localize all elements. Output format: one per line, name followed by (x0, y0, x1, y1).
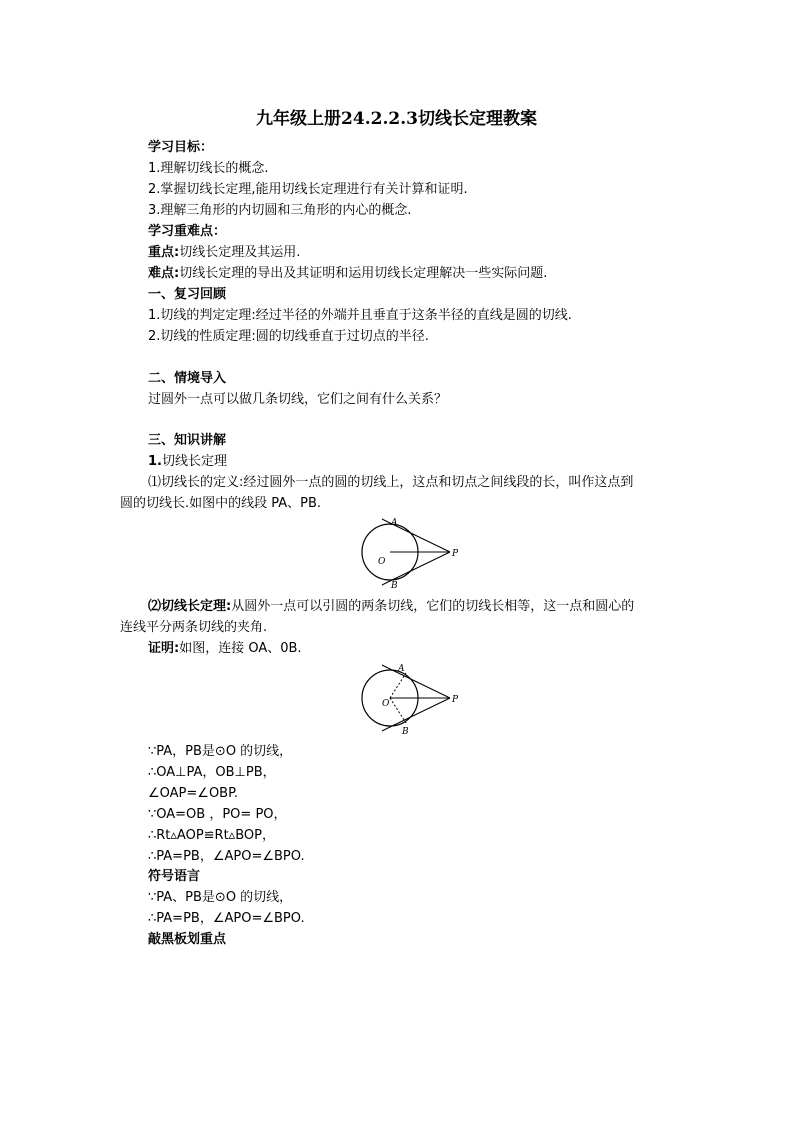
theorem-label: ⑵切线长定理: (148, 599, 232, 614)
difficulty-label: 难点: (148, 266, 180, 281)
theorem-line (148, 597, 634, 617)
definition-line: 圆的切线长.如图中的线段 PA、PB. (120, 496, 322, 511)
proof-step: ∵PA，PB是⊙O 的切线， (148, 744, 293, 759)
label-o: O (378, 557, 386, 567)
label-p: P (452, 695, 459, 705)
proof-step: ∴Rt▵AOP≌Rt▵BOP， (148, 828, 275, 843)
tangent-extension (382, 582, 388, 585)
review-item: 2.切线的性质定理:圆的切线垂直于过切点的半径. (148, 329, 429, 344)
label-p: P (452, 549, 459, 559)
objective-item: 1.理解切线长的概念. (148, 161, 269, 176)
review-heading: 一、复习回顾 (148, 287, 227, 302)
knowledge-subheading (148, 452, 227, 472)
review-item: 1.切线的判定定理:经过半径的外端并且垂直于这条半径的直线是圆的切线. (148, 308, 572, 323)
objectives-heading: 学习目标： (148, 140, 214, 155)
proof-line (148, 639, 302, 659)
radius-ob-dashed (390, 698, 406, 723)
tangent-line-pb (388, 552, 450, 582)
radius-oa-dashed (390, 673, 406, 698)
blackboard-heading: 敲黑板划重点 (148, 932, 227, 947)
focus-text: 切线长定理及其运用. (179, 245, 301, 260)
subheading-number: 1. (148, 454, 162, 469)
proof-label: 证明: (148, 641, 180, 656)
proof-text: 如图，连接 OA、0B. (179, 641, 302, 656)
objective-item: 2.掌握切线长定理,能用切线长定理进行有关计算和证明. (148, 182, 468, 197)
proof-step: ∵OA=OB ，PO= PO， (148, 807, 287, 822)
symbolic-step: ∴PA=PB，∠APO=∠BPO. (148, 911, 305, 926)
theorem-line: 连线平分两条切线的夹角. (120, 620, 268, 635)
label-o: O (382, 699, 390, 709)
symbolic-step: ∵PA、PB是⊙O 的切线， (148, 890, 293, 905)
proof-step: ∴OA⊥PA，OB⊥PB， (148, 765, 276, 780)
intro-text: 过圆外一点可以做几条切线，它们之间有什么关系？ (148, 392, 448, 407)
definition-line: ⑴切线长的定义:经过圆外一点的圆的切线上，这点和切点之间线段的长，叫作这点到 (148, 475, 634, 490)
proof-step: ∴PA=PB，∠APO=∠BPO. (148, 849, 305, 864)
key-points-heading: 学习重难点： (148, 224, 227, 239)
knowledge-heading: 三、知识讲解 (148, 433, 227, 448)
symbolic-heading: 符号语言 (148, 869, 201, 884)
focus-line (148, 243, 300, 263)
tangent-extension (382, 519, 388, 522)
label-b: B (402, 727, 409, 737)
proof-figure (358, 660, 468, 738)
focus-label: 重点: (148, 245, 180, 260)
tangent-line-pb (388, 698, 450, 728)
label-a: A (391, 518, 398, 528)
tangent-figure (358, 514, 468, 592)
label-a: A (398, 664, 405, 674)
difficulty-line (148, 264, 547, 284)
tangent-extension (382, 665, 388, 668)
subheading-text: 切线长定理 (161, 454, 227, 469)
page-title: 九年级上册24.2.2.3切线长定理教案 (256, 109, 537, 129)
difficulty-text: 切线长定理的导出及其证明和运用切线长定理解决一些实际问题. (179, 266, 548, 281)
tangent-extension (382, 728, 388, 731)
label-b: B (391, 581, 398, 591)
intro-heading: 二、情境导入 (148, 371, 227, 386)
proof-step: ∠OAP=∠OBP. (148, 786, 239, 801)
theorem-text: 从圆外一点可以引圆的两条切线，它们的切线长相等，这一点和圆心的 (231, 599, 635, 614)
objective-item: 3.理解三角形的内切圆和三角形的内心的概念. (148, 203, 412, 218)
